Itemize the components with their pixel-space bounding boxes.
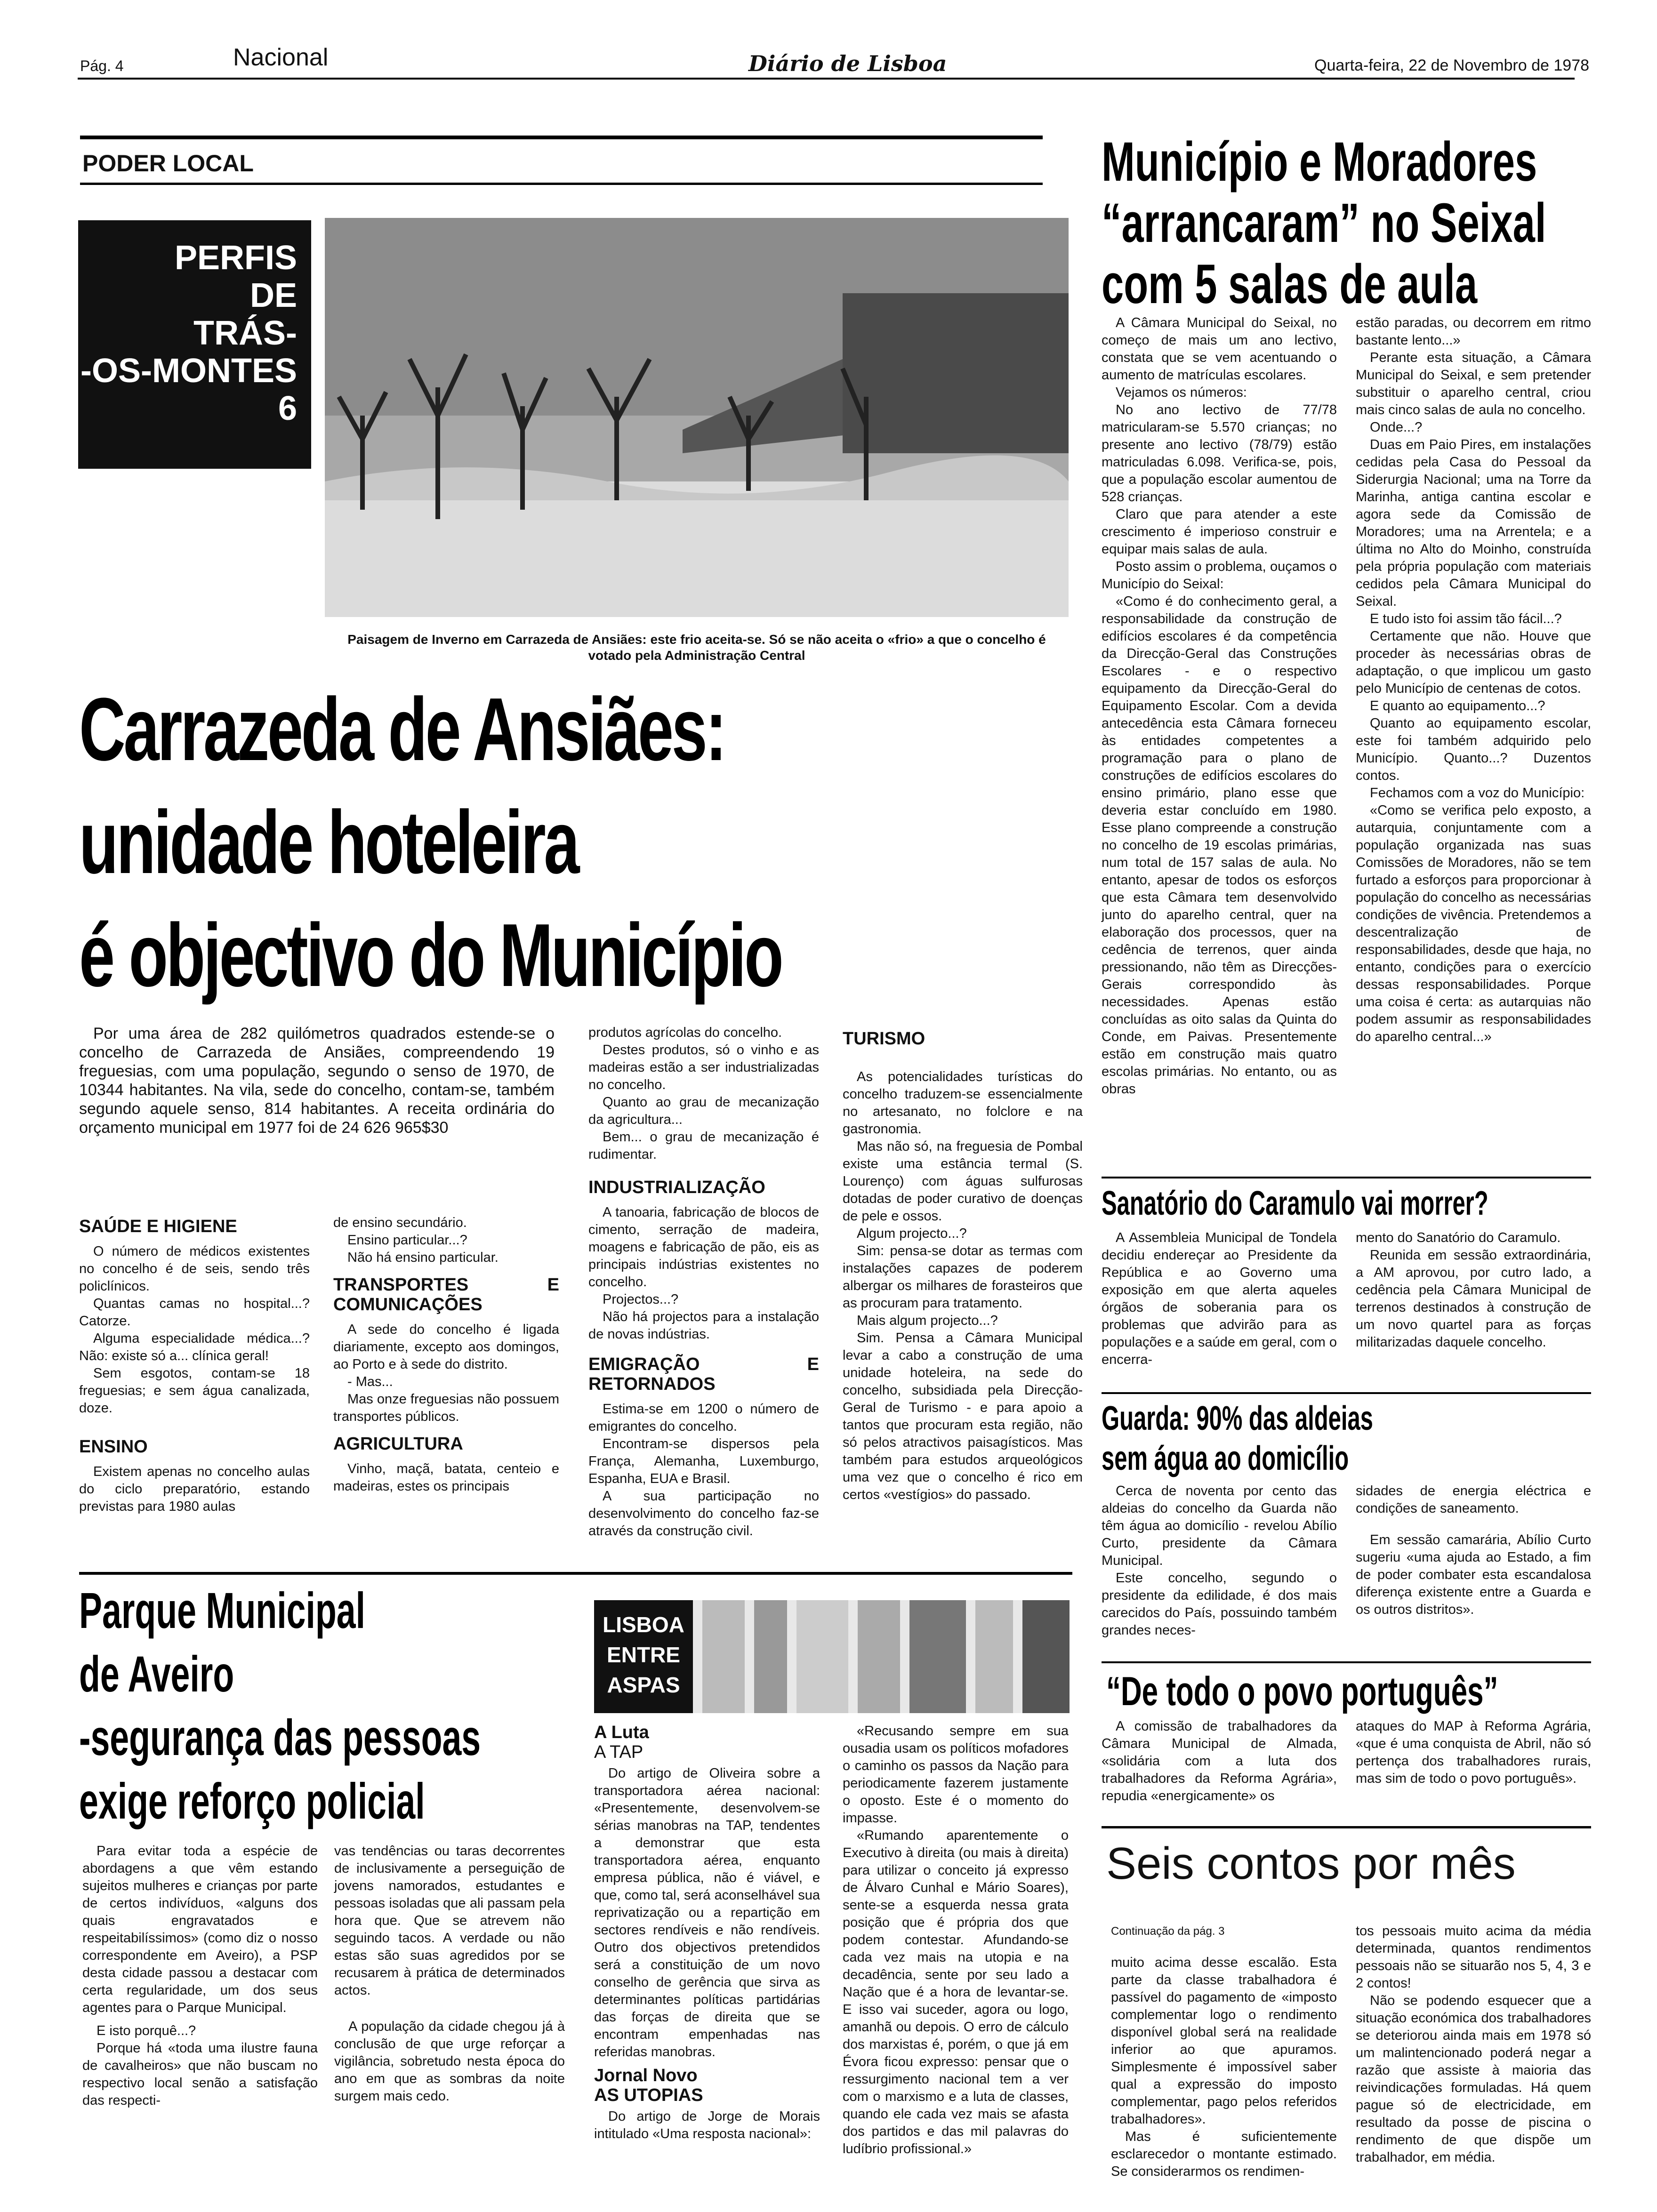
transportes-paragraph: Mas onze freguesias não possuem transportes públicos.: [333, 1392, 559, 1424]
winter-landscape-photo: [325, 218, 1069, 617]
todo-povo-paragraph: A comissão de trabalhadores da Câmara Municipal de Almada, «solidária com a luta dos trabalhadores da Reforma Agrária», repudia «energicamente» os: [1102, 1719, 1337, 1803]
seixal-col-2: [1356, 314, 1591, 1046]
emigracao-paragraph: Encontram-se dispersos pela França, Alemanha, Luxemburgo, Espanha, EUA e Brasil.: [588, 1436, 819, 1486]
seixal-paragraph: E tudo isto foi assim tão fácil...?: [1370, 611, 1562, 626]
emigracao-heading: EMIGRAÇÃO E RETORNADOS: [588, 1354, 819, 1394]
carrazeda-headline-line-3: é objectivo do Município: [79, 906, 782, 1005]
saude-heading: SAÚDE E HIGIENE: [79, 1217, 237, 1236]
box-line: LISBOA: [603, 1612, 684, 1637]
section-name: Nacional: [233, 44, 329, 71]
aspas-paragraph: «Recusando sempre em sua ousadia usam os políticos mofadores o caminho os passos da Nação para periodicamente fazerem justamente o oposto. Este é o momento do impasse.: [843, 1723, 1069, 1826]
caramulo-paragraph: mento do Sanatório do Caramulo.: [1356, 1230, 1561, 1245]
saude-paragraph: O número de médicos existentes no concelho é de seis, sendo três policlínicos.: [79, 1244, 310, 1294]
col2-paragraph: Não há ensino particular.: [347, 1250, 499, 1265]
newspaper-name: Diário de Lisboa: [748, 51, 947, 76]
aveiro-paragraph: E isto porquê...?: [97, 2023, 196, 2038]
todo-povo-paragraph: ataques do MAP à Reforma Agrária, «que é uma conquista de Abril, não só pertença dos trabalhadores rurais, mas sim de todo o povo português».: [1356, 1719, 1591, 1786]
guarda-headline-line-1: Guarda: 90% das aldeias: [1102, 1400, 1373, 1437]
a-luta-heading: A Luta: [594, 1723, 649, 1742]
seixal-paragraph: Posto assim o problema, ouçamos o Município do Seixal:: [1102, 559, 1337, 592]
seixal-paragraph: Claro que para atender a este crescimento é imperioso construir e equipar mais salas de aula.: [1102, 507, 1337, 557]
seis-contos-col-1: [1111, 1923, 1337, 2180]
seixal-paragraph: Fechamos com a voz do Município:: [1370, 785, 1585, 801]
todo-povo-col-1: [1102, 1718, 1337, 1805]
aveiro-headline-line-1: Parque Municipal: [79, 1582, 366, 1639]
caramulo-col-2: [1356, 1229, 1591, 1351]
transportes-paragraph: A sede do concelho é ligada diariamente, excepto aos domingos, ao Porto e à sede do distrito.: [333, 1322, 559, 1372]
photo-caption: Paisagem de Inverno em Carrazeda de Ansiães: este frio aceita-se. Só se não aceita o «frio» a que o concelho é votado pela Administração Central: [347, 632, 1046, 663]
perfis-box: [78, 220, 311, 469]
jornal-novo-heading: Jornal Novo: [594, 2066, 698, 2085]
col3-paragraph: Bem... o grau de mecanização é rudimentar.: [588, 1130, 819, 1162]
col2-paragraph: Ensino particular...?: [347, 1233, 467, 1248]
industria-paragraph: Projectos...?: [603, 1292, 679, 1307]
perfis-line: TRÁS-: [193, 314, 297, 352]
col2-paragraph: de ensino secundário.: [333, 1215, 467, 1230]
seixal-paragraph: Quanto ao equipamento escolar, este foi também adquirido pelo Município. Quanto...? Duzentos contos.: [1356, 716, 1591, 783]
transportes-paragraph: - Mas...: [347, 1374, 393, 1389]
emigracao-paragraph: A sua participação no desenvolvimento do concelho faz-se através da construção civil.: [588, 1489, 819, 1539]
seixal-paragraph: «Como é do conhecimento geral, a responsabilidade da construção de edifícios escolares é da competência da Direcção-Geral das Construções Escolares - e o respectivo equipamento da Direcção-Geral do Equipamento Escolar. Com a devida antecedência esta Câmara forneceu às entidades competentes a programação para o plano de construções de edifícios escolares do ensino primário, plano esse que deveria estar concluído em 1980. Esse plano compreende a construção no concelho de 19 escolas primárias, num total de 157 salas de aula. No entanto, apesar de todos os esforços que esta Câmara tem desenvolvido junto do aparelho central, quer na elaboração dos processos, quer na cedência de terrenos, quer ainda pressionando, não têm as Direcções-Gerais correspondido às necessidades. Apenas estão concluídas as oito salas da Quinta do Conde, em Paivas. Presentemente estão em construção mais quatro escolas primárias. No entanto, ou as obras: [1102, 594, 1337, 1097]
caramulo-paragraph: Reunida em sessão extraordinária, a AM aprovou, por cutro lado, a cedência pela Câmara Municipal de terrenos destinados à construção de um novo quartel para as forças militarizadas daquele concelho.: [1356, 1248, 1591, 1350]
turismo-paragraph: Sim: pensa-se dotar as termas com instalações capazes de poderem albergar os milhares de forasteiros que as procuram para tratamento.: [843, 1243, 1083, 1311]
turismo-paragraph: Mas não só, na freguesia de Pombal existe uma estância termal (S. Lourenço) com águas sulfurosas dotadas de poder curativo de doenças de pele e ossos.: [843, 1139, 1083, 1224]
seixal-paragraph: «Como se verifica pelo exposto, a autarquia, conjuntamente com a população organizada nas suas Comissões de Moradores, não se tem furtado a esforços para proporcionar à população do concelho as necessárias condições de vivência. Pretendemos a descentralização de responsabilidades, desde que haja, no entanto, condições para o exercício dessas responsabilidades. Porque uma coisa é certa: as autarquias não podem assumir as responsabilidades do aparelho central...»: [1356, 803, 1591, 1044]
seixal-paragraph: Certamente que não. Houve que proceder às necessárias obras de adaptação, o que implicou um gasto pelo Município de centenas de cotos.: [1356, 629, 1591, 696]
lisboa-aspas-col-1: [594, 1723, 820, 2143]
carrazeda-col-3: [588, 1024, 819, 1540]
todo-povo-col-2: [1356, 1718, 1591, 1787]
perfis-line: 6: [278, 390, 297, 427]
page-number: Pág. 4: [80, 57, 124, 74]
todo-povo-rule: [1102, 1661, 1591, 1663]
seixal-paragraph: A Câmara Municipal do Seixal, no começo de mais um ano lectivo, constata que se vem acentuando o aumento de matrículas escolares.: [1102, 315, 1337, 383]
guarda-headline-line-2: sem água ao domicílio: [1102, 1440, 1349, 1477]
todo-povo-headline: “De todo o povo português”: [1106, 1669, 1498, 1714]
aspas-paragraph: «Rumando aparentemente o Executivo à direita (ou mais à direita) para utilizar o conceito já expresso de Álvaro Cunhal e Mário Soares), sente-se a esquerda nessa grata posição que é própria dos que podem contestar. Afundando-se cada vez mais na utopia e na decadência, sente por seu lado a Nação que é a hora de levantar-se. E isso vai suceder, agora ou logo, amanhã ou depois. O erro de cálculo dos marxistas é, porém, o que já em Évora ficou expresso: pensar que o ressurgimento nacional tem a ver com o marxismo e a luta de classes, quando ele cada vez mais se afasta dos partidos e das mil palavras do ludíbrio profissional.»: [843, 1828, 1069, 2156]
industria-paragraph: Não há projectos para a instalação de novas indústrias.: [588, 1309, 819, 1342]
seixal-headline-line-3: com 5 salas de aula: [1102, 253, 1478, 315]
guarda-rule: [1102, 1392, 1591, 1394]
caramulo-rule: [1102, 1177, 1591, 1178]
emigracao-paragraph: Estima-se em 1200 o número de emigrantes do concelho.: [588, 1402, 819, 1434]
seis-contos-paragraph: tos pessoais muito acima da média determinada, quantos rendimentos pessoais não se situarão nos 5, 4, 3 e 2 contos!: [1356, 1923, 1591, 1991]
ensino-paragraph: Existem apenas no concelho aulas do ciclo preparatório, estando previstas para 1980 aulas: [79, 1464, 310, 1514]
newspapers-photo: [693, 1600, 1070, 1713]
aveiro-rule: [79, 1572, 1072, 1575]
jornal-paragraph: Do artigo de Jorge de Morais intitulado «Uma resposta nacional»:: [594, 2109, 820, 2141]
aveiro-headline-line-2: de Aveiro: [79, 1645, 234, 1702]
seixal-paragraph: No ano lectivo de 77/78 matricularam-se 5.570 crianças; no presente ano lectivo (78/79) estão matriculadas 6.098. Verifica-se, pois, que a população escolar aumentou de 528 crianças.: [1102, 402, 1337, 505]
seixal-col-1: [1102, 314, 1337, 1098]
seixal-paragraph: estão paradas, ou decorrem em ritmo bastante lento...»: [1356, 315, 1591, 348]
guarda-col-2: [1356, 1483, 1591, 1619]
seis-contos-headline: Seis contos por mês: [1106, 1838, 1516, 1889]
caramulo-col-1: [1102, 1229, 1337, 1369]
guarda-col-1: [1102, 1483, 1337, 1639]
carrazeda-headline-line-1: Carrazeda de Ansiães:: [79, 680, 725, 779]
box-line: ENTRE: [607, 1643, 680, 1667]
perfis-line: DE: [249, 277, 297, 314]
guarda-paragraph: Em sessão camarária, Abílio Curto sugeriu «uma ajuda ao Estado, a fim de poder combater esta escandalosa diferença existente entre a Guarda e os outros distritos».: [1356, 1532, 1591, 1617]
lisboa-entre-aspas-box: [594, 1600, 693, 1713]
seis-contos-col-2: [1356, 1923, 1591, 2166]
agricultura-paragraph: Vinho, maçã, batata, centeio e madeiras, estes os principais: [333, 1461, 559, 1494]
col3-paragraph: Quanto ao grau de mecanização da agricultura...: [588, 1095, 819, 1127]
aveiro-paragraph: vas tendências ou taras decorrentes de inclusivamente a perseguição de jovens namorados, estudantes e pessoas isoladas que ali passam pela hora que. Que se atrevem não seguindo tacos. A verdade ou não estas são suas agredidos por se recusarem à prática de determinados actos.: [334, 1843, 565, 1998]
turismo-paragraph: As potencialidades turísticas do concelho traduzem-se essencialmente no artesanato, no folclore e na gastronomia.: [843, 1069, 1083, 1137]
transportes-heading: TRANSPORTES E COMUNICAÇÕES: [333, 1275, 559, 1314]
turismo-heading: TURISMO: [843, 1029, 925, 1049]
seixal-paragraph: Duas em Paio Pires, em instalações cedidas pela Casa do Pessoal da Siderurgia Nacional; uma na Torre da Marinha, antiga cantina escolar e agora sede da Comissão de Moradores; uma na Arrentela; e a última no Alto do Moinho, construída pela própria população com materiais cedidos pela Câmara Municipal do Seixal.: [1356, 437, 1591, 609]
carrazeda-col-1: [79, 1217, 310, 1515]
carrazeda-intro: [79, 1024, 555, 1137]
masthead-rule: [78, 78, 1575, 80]
saude-paragraph: Sem esgotos, contam-se 18 freguesias; e sem água canalizada, doze.: [79, 1366, 310, 1416]
aveiro-paragraph: Porque há «toda uma ilustre fauna de cavalheiros» que não buscam no respectivo local senão a satisfação das respecti-: [82, 2041, 318, 2108]
lisboa-aspas-col-2: [843, 1723, 1069, 2158]
carrazeda-col-2: [333, 1214, 559, 1495]
col3-paragraph: produtos agrícolas do concelho.: [588, 1025, 782, 1040]
aveiro-paragraph: A população da cidade chegou já à conclusão de que urge reforçar a vigilância, sobretudo nesta época do ano em que as sombras da noite surgem mais cedo.: [334, 2019, 565, 2104]
carrazeda-col-4: [843, 1029, 1083, 1504]
perfis-line: -OS-MONTES: [80, 352, 297, 390]
guarda-paragraph: Este concelho, segundo o presidente da edilidade, é dos mais carecidos do País, possuindo também grandes neces-: [1102, 1571, 1337, 1638]
seixal-paragraph: Vejamos os números:: [1116, 385, 1247, 400]
turismo-paragraph: Algum projecto...?: [857, 1226, 967, 1241]
seis-contos-paragraph: Não se podendo esquecer que a situação económica dos trabalhadores se deteriorou ainda mais em 1978 só um malintencionado poderá negar a razão que assiste à maioria das reivindicações formuladas. Há quem pague só de electricidade, em resultado da posse de piscina o rendimento de que dispõe um trabalhador, em média.: [1356, 1993, 1591, 2165]
seis-contos-paragraph: muito acima desse escalão. Esta parte da classe trabalhadora é passível do pagamento de «imposto complementar logo o rendimento disponível global será na realidade inferior ao que apuramos. Simplesmente é impossível saber qual a expressão do imposto complementar, pago pelos referidos trabalhadores».: [1111, 1955, 1337, 2127]
seixal-paragraph: Onde...?: [1370, 420, 1423, 435]
seixal-headline-line-2: “arrancaram” no Seixal: [1102, 192, 1546, 254]
poder-local-rule-bottom: [80, 183, 1043, 185]
industrializacao-heading: INDUSTRIALIZAÇÃO: [588, 1178, 765, 1197]
guarda-paragraph: sidades de energia eléctrica e condições de saneamento.: [1356, 1483, 1591, 1516]
turismo-paragraph: Mais algum projecto...?: [857, 1313, 998, 1328]
seixal-paragraph: E quanto ao equipamento...?: [1370, 698, 1545, 713]
agricultura-heading: AGRICULTURA: [333, 1434, 463, 1454]
caramulo-paragraph: A Assembleia Municipal de Tondela decidiu endereçar ao Presidente da República e ao Governo uma exposição em que alerta aqueles órgãos de soberania para os problemas que advirão para as populações e a saúde em geral, com o encerra-: [1102, 1230, 1337, 1367]
a-tap-subheading: A TAP: [594, 1742, 643, 1762]
issue-date: Quarta-feira, 22 de Novembro de 1978: [1314, 56, 1590, 74]
aveiro-headline-line-4: exige reforço policial: [79, 1772, 425, 1829]
saude-paragraph: Quantas camas no hospital...? Catorze.: [79, 1296, 310, 1329]
masthead: [0, 0, 1657, 75]
aveiro-col-1: [82, 1843, 318, 2109]
intro-paragraph: Por uma área de 282 quilómetros quadrados estende-se o concelho de Carrazeda de Ansiães, compreendendo 19 freguesias, com uma população, segundo o senso de 1970, de 10344 habitantes. Na vila, sede do concelho, contam-se, também segundo aquele senso, 814 habitantes. A receita ordinária do orçamento municipal em 1977 foi de 24 626 965$30: [79, 1025, 555, 1137]
aveiro-paragraph: Para evitar toda a espécie de abordagens a que vêm estando sujeitos mulheres e crianças por parte de certos indivíduos, «alguns dos quais engravatados e respeitabilíssimos» (como diz o nosso correspondente em Aveiro), a PSP desta cidade passou a destacar com certa regularidade, um dos seus agentes para o Parque Municipal.: [82, 1843, 318, 2015]
perfis-line: PERFIS: [174, 239, 297, 277]
carrazeda-headline-line-2: unidade hoteleira: [79, 793, 578, 892]
aveiro-headline-line-3: -segurança das pessoas: [79, 1709, 481, 1766]
box-line: ASPAS: [607, 1673, 680, 1697]
seis-contos-paragraph: Mas é suficientemente esclarecedor o montante estimado. Se considerarmos os rendimen-: [1111, 2129, 1337, 2179]
ensino-heading: ENSINO: [79, 1437, 148, 1457]
caramulo-headline: Sanatório do Caramulo vai morrer?: [1102, 1185, 1488, 1222]
poder-local-rule-top: [80, 136, 1043, 139]
turismo-paragraph: Sim. Pensa a Câmara Municipal levar a cabo a construção de uma unidade hoteleira, na sede do concelho, subsidiada pela Direcção-Geral de Turismo - e para apoio a tantos que procuram esta região, não só pelos atractivos paisagísticos. Mas também para estudos arqueológicos uma vez que o concelho é rico em certos «vestígios» do passado.: [843, 1330, 1083, 1502]
col3-paragraph: Destes produtos, só o vinho e as madeiras estão a ser industrializadas no concelho.: [588, 1042, 819, 1092]
guarda-paragraph: Cerca de noventa por cento das aldeias do concelho da Guarda não têm água ao domicílio - revelou Abílio Curto, presidente da Câmara Municipal.: [1102, 1483, 1337, 1568]
aveiro-col-2: [334, 1843, 565, 2105]
saude-paragraph: Alguma especialidade médica...? Não: existe só a... clínica geral!: [79, 1331, 310, 1363]
seis-contos-continuation: Continuação da pág. 3: [1111, 1925, 1225, 1938]
seixal-headline-line-1: Município e Moradores: [1102, 131, 1537, 193]
industria-paragraph: A tanoaria, fabricação de blocos de cimento, serração de madeira, moagens e fabricação de pão, eis as principais indústrias existentes no concelho.: [588, 1205, 819, 1290]
as-utopias-subheading: AS UTOPIAS: [594, 2085, 703, 2105]
poder-local-label: PODER LOCAL: [82, 150, 254, 176]
luta-paragraph: Do artigo de Oliveira sobre a transportadora aérea nacional: «Presentemente, desenvolvem-se sérias manobras na TAP, tendentes a demonstrar que esta transportadora aérea, enquanto empresa pública, não é viável, e que, como tal, será aconselhável sua reprivatização ou a repartição em sectores rendíveis e não rendíveis. Outro dos objectivos pretendidos será a constituição de um novo conselho de gerência que sirva as determinantes políticas partidárias das forças de direita que se encontram empenhadas nas referidas manobras.: [594, 1766, 820, 2060]
seixal-paragraph: Perante esta situação, a Câmara Municipal do Seixal, e sem pretender substituir o aparelho central, criou mais cinco salas de aula no concelho.: [1356, 350, 1591, 417]
seis-contos-rule: [1102, 1826, 1591, 1828]
